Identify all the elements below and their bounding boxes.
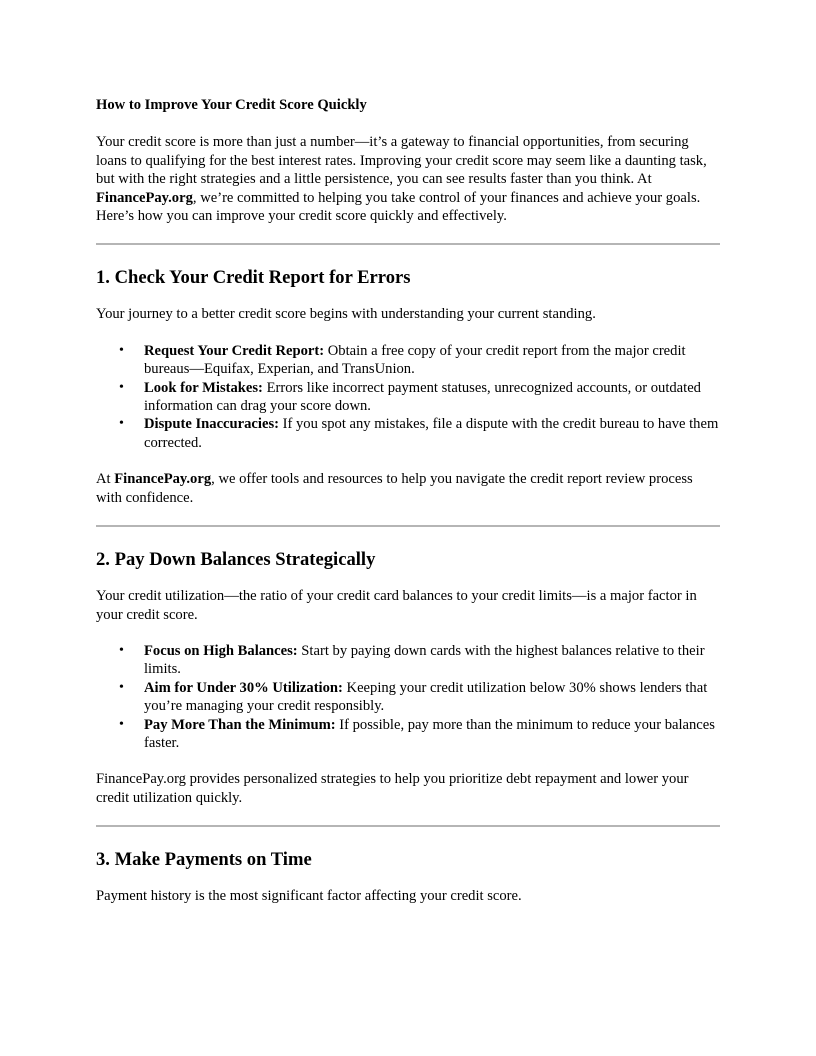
section-1-closing bbox=[96, 470, 720, 507]
bullet-icon: • bbox=[119, 716, 124, 732]
bullet-label: Dispute Inaccuracies: bbox=[144, 416, 279, 433]
bullet-label: Focus on High Balances: bbox=[144, 642, 298, 659]
section-2-lead: Your credit utilization—the ratio of your credit card balances to your credit limits—is a major factor in your credit score. bbox=[96, 588, 697, 623]
bullet-text: Keeping your credit utilization below 30% shows lenders that you’re managing your credit responsibly. bbox=[144, 679, 708, 715]
bullet-text: Obtain a free copy of your credit report from the major credit bureaus—Equifax, Experian, and TransUnion. bbox=[144, 342, 686, 378]
closing-brand-name: FinancePay.org bbox=[114, 471, 212, 488]
bullet-text: If possible, pay more than the minimum to reduce your balances faster. bbox=[144, 716, 715, 751]
section-3-heading: 3. Make Payments on Time bbox=[96, 849, 312, 871]
bullet-label: Look for Mistakes: bbox=[144, 379, 263, 396]
intro-text-after: , we’re committed to helping you take control of your finances and achieve your goals. Here’s how you can improve your credit score quickly and effectively. bbox=[96, 189, 701, 225]
document-page bbox=[96, 96, 720, 924]
document-title: How to Improve Your Credit Score Quickly bbox=[96, 97, 367, 113]
section-3-lead: Payment history is the most significant factor affecting your credit score. bbox=[96, 888, 522, 905]
bullet-label: Aim for Under 30% Utilization: bbox=[144, 679, 343, 696]
list-item bbox=[119, 379, 720, 416]
list-item bbox=[119, 679, 720, 716]
section-1-heading: 1. Check Your Credit Report for Errors bbox=[96, 267, 411, 289]
bullet-text: Start by paying down cards with the highest balances relative to their limits. bbox=[144, 642, 705, 678]
section-2-closing: FinancePay.org provides personalized strategies to help you prioritize debt repayment and lower your credit utilization quickly. bbox=[96, 771, 689, 806]
bullet-text: Errors like incorrect payment statuses, unrecognized accounts, or outdated information can drag your score down. bbox=[144, 379, 701, 415]
section-2-heading: 2. Pay Down Balances Strategically bbox=[96, 549, 376, 571]
bullet-icon: • bbox=[119, 342, 124, 358]
closing-text-after: , we offer tools and resources to help you navigate the credit report review process with confidence. bbox=[96, 471, 693, 506]
list-item bbox=[119, 415, 720, 452]
section-divider bbox=[96, 825, 720, 827]
bullet-icon: • bbox=[119, 379, 124, 395]
bullet-icon: • bbox=[119, 416, 124, 432]
intro-text-before: Your credit score is more than just a number—it’s a gateway to financial opportunities, from securing loans to qualifying for the best interest rates. Improving your credit score may seem like a daunting task, but with the right strategies and a little persistence, you can see results faster than you think. At bbox=[96, 134, 707, 188]
bullet-label: Pay More Than the Minimum: bbox=[144, 716, 336, 733]
list-item bbox=[119, 642, 720, 679]
bullet-text: If you spot any mistakes, file a dispute with the credit bureau to have them corrected. bbox=[144, 416, 719, 451]
section-divider bbox=[96, 243, 720, 245]
closing-text-before: At bbox=[96, 471, 115, 488]
intro-brand-name: FinancePay.org bbox=[96, 189, 193, 206]
section-2-bullet-list bbox=[96, 642, 720, 752]
bullet-label: Request Your Credit Report: bbox=[144, 342, 325, 359]
bullet-icon: • bbox=[119, 679, 124, 695]
bullet-icon: • bbox=[119, 642, 124, 658]
section-1-lead: Your journey to a better credit score begins with understanding your current standing. bbox=[96, 306, 596, 323]
section-divider bbox=[96, 525, 720, 527]
list-item bbox=[119, 342, 720, 379]
intro-paragraph bbox=[96, 133, 720, 225]
list-item bbox=[119, 716, 720, 753]
section-1-bullet-list bbox=[96, 342, 720, 452]
